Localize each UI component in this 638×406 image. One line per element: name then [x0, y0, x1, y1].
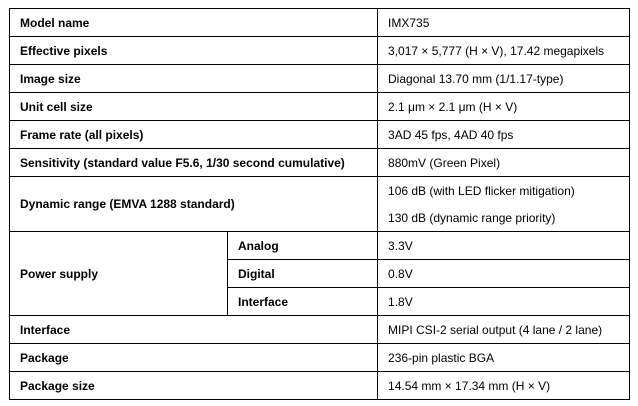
power-value: 1.8V — [378, 288, 630, 316]
row-label: Unit cell size — [10, 93, 378, 121]
dynamic-range-value: 106 dB (with LED flicker mitigation) — [388, 183, 575, 198]
table-row — [10, 232, 630, 260]
row-value: 236-pin plastic BGA — [378, 344, 630, 372]
row-label: Package — [10, 344, 378, 372]
row-value: MIPI CSI-2 serial output (4 lane / 2 lane) — [378, 316, 630, 344]
row-label: Effective pixels — [10, 37, 378, 65]
row-value: IMX735 — [378, 9, 630, 37]
row-value: 880mV (Green Pixel) — [378, 149, 630, 177]
table-row — [10, 177, 630, 232]
row-label: Image size — [10, 65, 378, 93]
power-sub-label: Interface — [228, 288, 378, 316]
row-label: Sensitivity (standard value F5.6, 1/30 second cumulative) — [10, 149, 378, 177]
dynamic-range-value: 130 dB (dynamic range priority) — [388, 210, 556, 225]
row-value: Diagonal 13.70 mm (1/1.17-type) — [378, 65, 630, 93]
row-label: Model name — [10, 9, 378, 37]
table-row — [10, 372, 630, 400]
table-row — [10, 9, 630, 37]
table-row — [10, 149, 630, 177]
table-row — [10, 93, 630, 121]
row-label: Package size — [10, 372, 378, 400]
power-value: 0.8V — [378, 260, 630, 288]
spec-table — [9, 8, 630, 400]
table-row — [10, 344, 630, 372]
row-value: 3,017 × 5,777 (H × V), 17.42 megapixels — [378, 37, 630, 65]
table-row — [10, 65, 630, 93]
power-sub-label: Analog — [228, 232, 378, 260]
table-row — [10, 37, 630, 65]
power-supply-label: Power supply — [10, 232, 228, 316]
table-row — [10, 121, 630, 149]
dynamic-range-values — [378, 177, 630, 232]
dynamic-range-label: Dynamic range (EMVA 1288 standard) — [10, 177, 378, 232]
table-row — [10, 316, 630, 344]
power-value: 3.3V — [378, 232, 630, 260]
power-sub-label: Digital — [228, 260, 378, 288]
row-value: 14.54 mm × 17.34 mm (H × V) — [378, 372, 630, 400]
row-value: 2.1 μm × 2.1 μm (H × V) — [378, 93, 630, 121]
row-label: Interface — [10, 316, 378, 344]
row-label: Frame rate (all pixels) — [10, 121, 378, 149]
row-value: 3AD 45 fps, 4AD 40 fps — [378, 121, 630, 149]
